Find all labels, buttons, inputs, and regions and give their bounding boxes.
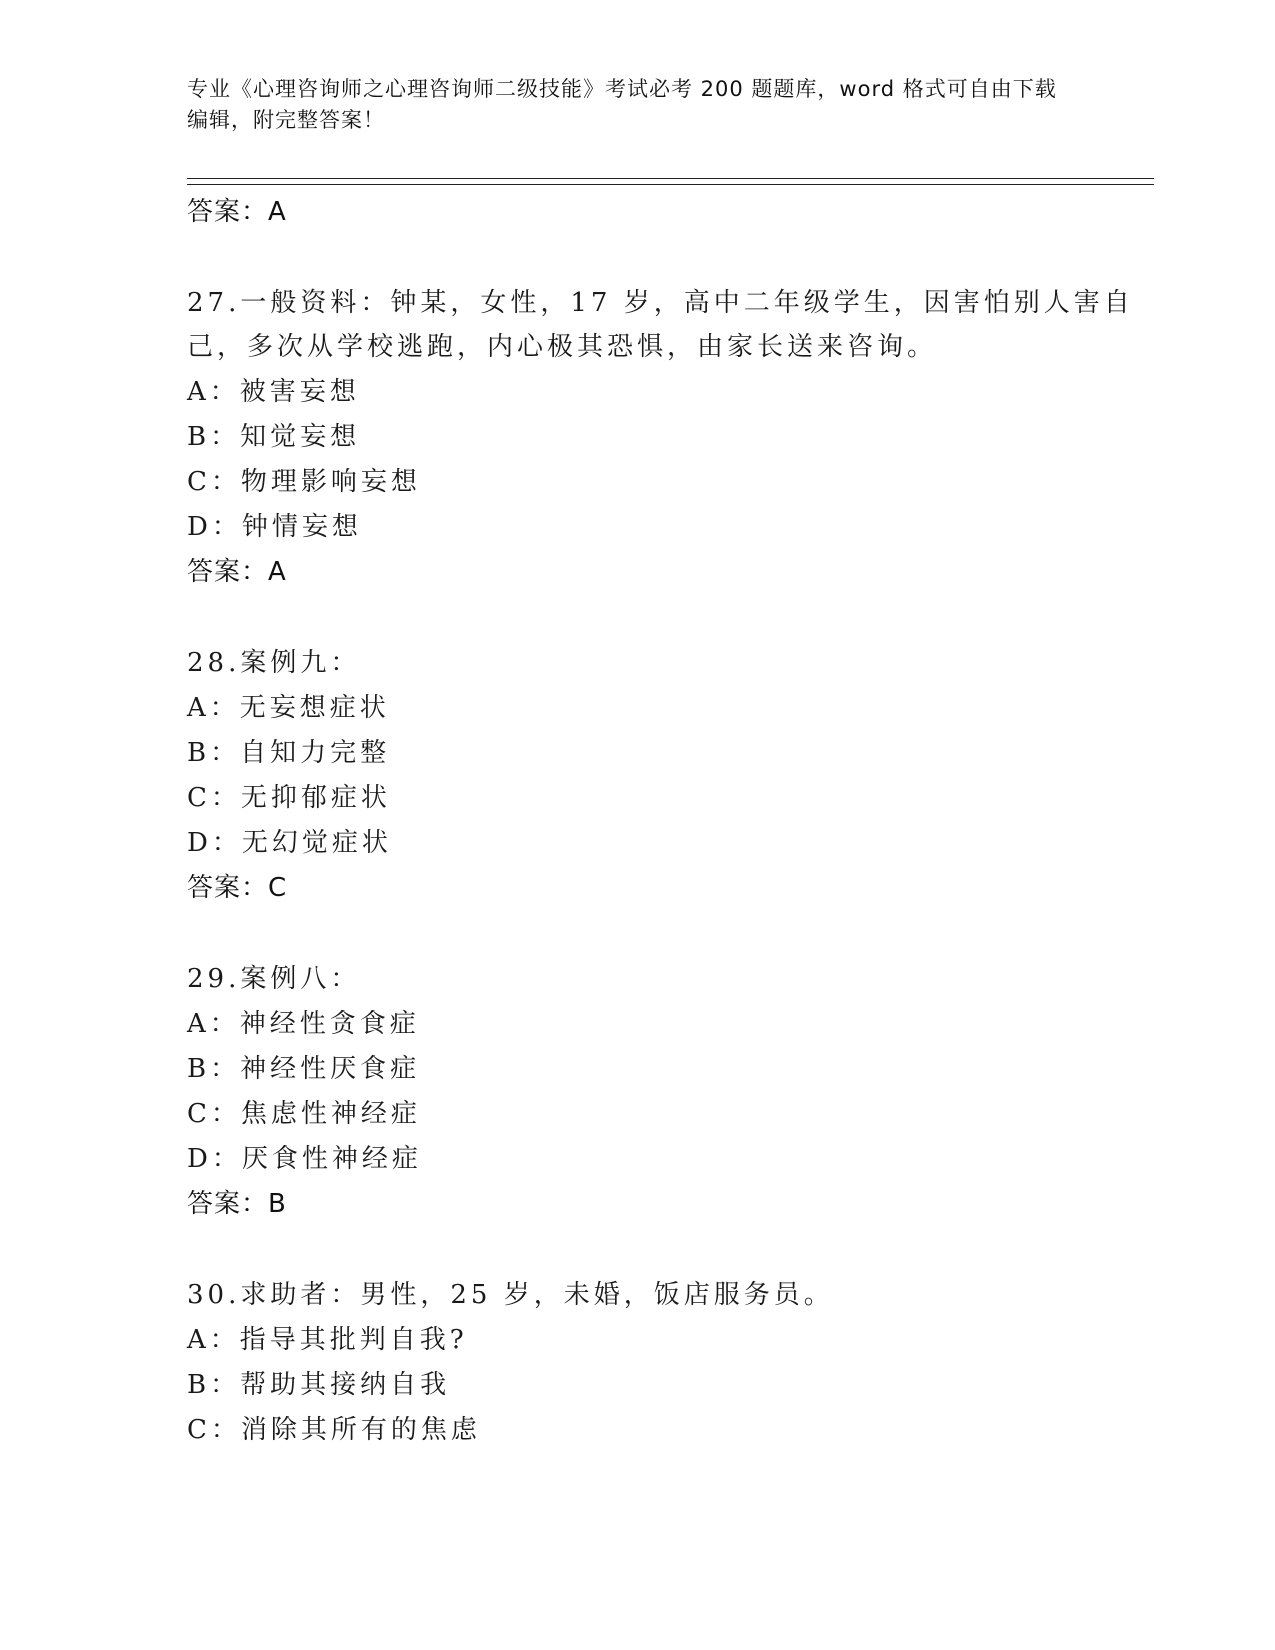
question-30: 30.求助者：男性，25 岁，未婚，饭店服务员。 (187, 1280, 834, 1310)
option-b: B：帮助其接纳自我 (187, 1370, 451, 1400)
answer-line: 答案：C (187, 873, 288, 903)
answer-line: 答案：A (187, 557, 287, 587)
option-a: A：神经性贪食症 (187, 1009, 420, 1039)
option-c: C：消除其所有的焦虑 (187, 1415, 481, 1445)
question-28: 28.案例九： (187, 648, 361, 678)
option-a: A：被害妄想 (187, 377, 360, 407)
option-d: D：厌食性神经症 (187, 1144, 422, 1174)
option-c: C：焦虑性神经症 (187, 1099, 421, 1129)
answer-line: 答案：B (187, 1189, 287, 1219)
option-b: B：神经性厌食症 (187, 1054, 421, 1084)
option-b: B：自知力完整 (187, 738, 391, 768)
question-27-continued: 己，多次从学校逃跑，内心极其恐惧，由家长送来咨询。 (187, 332, 938, 362)
option-b: B：知觉妄想 (187, 422, 361, 452)
option-a: A：无妄想症状 (187, 693, 390, 723)
option-d: D：钟情妄想 (187, 512, 362, 542)
option-c: C：无抑郁症状 (187, 783, 391, 813)
option-d: D：无幻觉症状 (187, 828, 392, 858)
document-header: 专业《心理咨询师之心理咨询师二级技能》考试必考 200 题题库，word 格式可自由下载编辑，附完整答案！ (187, 77, 1057, 132)
header-divider-bottom (187, 184, 1154, 185)
question-27: 27.一般资料：钟某，女性，17 岁，高中二年级学生，因害怕别人害自 (187, 288, 1134, 318)
option-a: A：指导其批判自我? (187, 1325, 468, 1355)
header-divider-top (187, 178, 1154, 179)
option-c: C：物理影响妄想 (187, 467, 421, 497)
question-29: 29.案例八： (187, 964, 361, 994)
answer-line: 答案：A (187, 197, 287, 227)
